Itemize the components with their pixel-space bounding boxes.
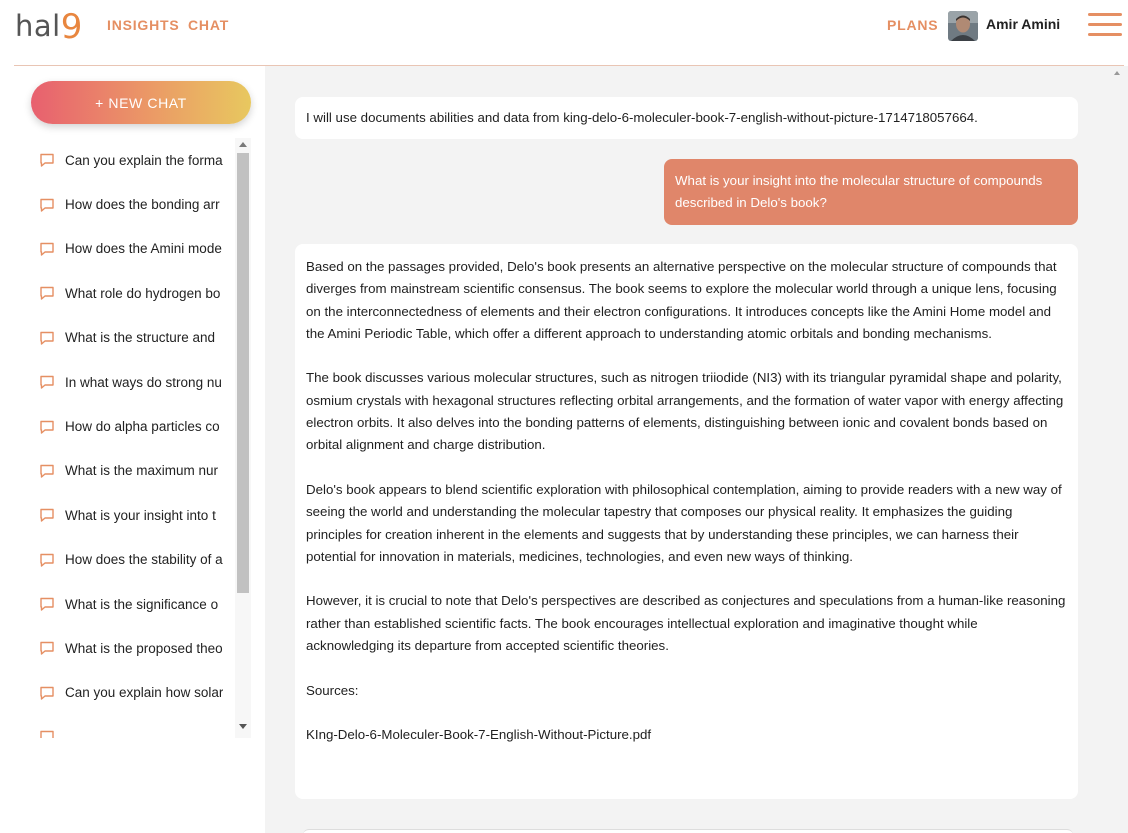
chat-history-item[interactable]	[30, 360, 235, 404]
nav-chat-link[interactable]: CHAT	[188, 17, 230, 33]
system-message: I will use documents abilities and data from king-delo-6-moleculer-book-7-english-without-picture-1714718057664.	[295, 97, 1078, 139]
sidebar-scrollbar[interactable]	[235, 138, 251, 738]
chat-history-item-partial[interactable]	[30, 715, 235, 738]
chat-bubble-icon	[39, 241, 55, 257]
logo-text: hal	[15, 9, 61, 43]
avatar[interactable]	[948, 11, 978, 41]
assistant-message	[295, 244, 1078, 799]
chat-bubble-icon	[39, 285, 55, 301]
answer-paragraph: Based on the passages provided, Delo's book presents an alternative perspective on the molecular structure of compounds that diverges from mainstream scientific consensus. The book seems to explore the molecular world through a unique lens, focusing on the interconnectedness of elements and their electron configurations. It introduces concepts like the Amini Home model and the Amini Periodic Table, which offer a different approach to understanding atomic orbitals and bonding mechanisms.	[306, 259, 1057, 341]
scroll-down-arrow-icon[interactable]	[239, 724, 247, 729]
answer-paragraph: Delo's book appears to blend scientific exploration with philosophical contemplation, aiming to provide readers with a new way of seeing the world and understanding the molecular tapestry that composes our physical reality. It emphasizes the guiding principles for creation inherent in the elements and suggests that by understanding these principles, we can harness their potential for innovation in materials, medicines, technologies, and even new ways of thinking.	[306, 481, 1062, 564]
chat-history-label: In what ways do strong nu	[65, 374, 222, 390]
answer-paragraph: However, it is crucial to note that Delo's perspectives are described as conjectures and speculations from a human-like reasoning rather than established scientific facts. The book encourages intellectual exploration and imaginative thought while acknowledging its departure from accepted scientific theories.	[306, 593, 1066, 654]
chat-history-item[interactable]	[30, 449, 235, 493]
chat-bubble-icon	[39, 463, 55, 479]
chat-bubble-icon	[39, 197, 55, 213]
chat-history-item[interactable]	[30, 138, 235, 182]
chat-history-label: What is the maximum nur	[65, 463, 219, 479]
chat-history-label: Can you explain the forma	[65, 152, 223, 168]
chat-history-item[interactable]	[30, 538, 235, 582]
chat-history-item[interactable]	[30, 404, 235, 448]
chat-history-label: How does the stability of a	[65, 552, 223, 568]
user-name[interactable]: Amir Amini	[986, 16, 1061, 32]
chat-bubble-icon	[39, 507, 55, 523]
scroll-up-arrow-icon[interactable]	[239, 142, 247, 147]
chat-history-label: What is the structure and	[65, 330, 216, 346]
hal9-logo[interactable]	[15, 7, 83, 47]
new-chat-button[interactable]: + NEW CHAT	[31, 81, 251, 124]
chat-history-label: How do alpha particles co	[65, 419, 220, 435]
answer-paragraph: The book discusses various molecular structures, such as nitrogen triiodide (NI3) with its triangular pyramidal shape and polarity, osmium crystals with hexagonal structures reflecting orbital arrangements, and the formation of water vapor with energy affecting electron orbits. It also delves into the bonding patterns of elements, distinguishing between ionic and covalent bonds based on orbital alignment and charge distribution.	[306, 370, 1064, 453]
chat-history-label: Can you explain how solar	[65, 685, 224, 701]
chat-bubble-icon	[39, 596, 55, 612]
sources-label: Sources:	[306, 682, 359, 698]
chat-bubble-icon	[39, 729, 55, 738]
chat-history-item[interactable]	[30, 626, 235, 670]
nav-plans-link[interactable]: PLANS	[887, 17, 939, 33]
chat-history-item[interactable]	[30, 493, 235, 537]
chat-history-item[interactable]	[30, 671, 235, 715]
message-input-edge[interactable]	[303, 829, 1073, 833]
chat-history-label: What is the proposed theo	[65, 640, 223, 656]
chat-bubble-icon	[39, 152, 55, 168]
nav-insights-link[interactable]: INSIGHTS	[107, 17, 180, 33]
source-file-link[interactable]: KIng-Delo-6-Moleculer-Book-7-English-Without-Picture.pdf	[306, 727, 652, 743]
main-scroll-up-arrow-icon[interactable]	[1114, 71, 1120, 75]
chat-history-item[interactable]	[30, 227, 235, 271]
chat-bubble-icon	[39, 419, 55, 435]
chat-bubble-icon	[39, 374, 55, 390]
chat-panel	[265, 66, 1128, 833]
scrollbar-thumb[interactable]	[237, 153, 249, 593]
chat-history-item[interactable]	[30, 271, 235, 315]
chat-history-label: What role do hydrogen bo	[65, 285, 221, 301]
chat-bubble-icon	[39, 640, 55, 656]
chat-bubble-icon	[39, 330, 55, 346]
chat-history-item[interactable]	[30, 582, 235, 626]
chat-history-label: What is the significance o	[65, 596, 219, 612]
hamburger-menu-icon[interactable]	[1088, 13, 1122, 37]
chat-history-label: What is your insight into t	[65, 507, 216, 523]
chat-bubble-icon	[39, 552, 55, 568]
logo-mark: 9	[60, 7, 83, 47]
chat-history-label: How does the Amini mode	[65, 241, 222, 257]
user-photo-icon	[948, 11, 978, 41]
chat-history-label: How does the bonding arr	[65, 197, 220, 213]
top-header	[0, 0, 1128, 66]
user-message: What is your insight into the molecular structure of compounds described in Delo's book?	[664, 159, 1078, 225]
chat-history-item[interactable]	[30, 316, 235, 360]
chat-history-item[interactable]	[30, 182, 235, 226]
chat-history-list	[30, 138, 252, 738]
chat-bubble-icon	[39, 685, 55, 701]
sidebar	[0, 66, 265, 833]
